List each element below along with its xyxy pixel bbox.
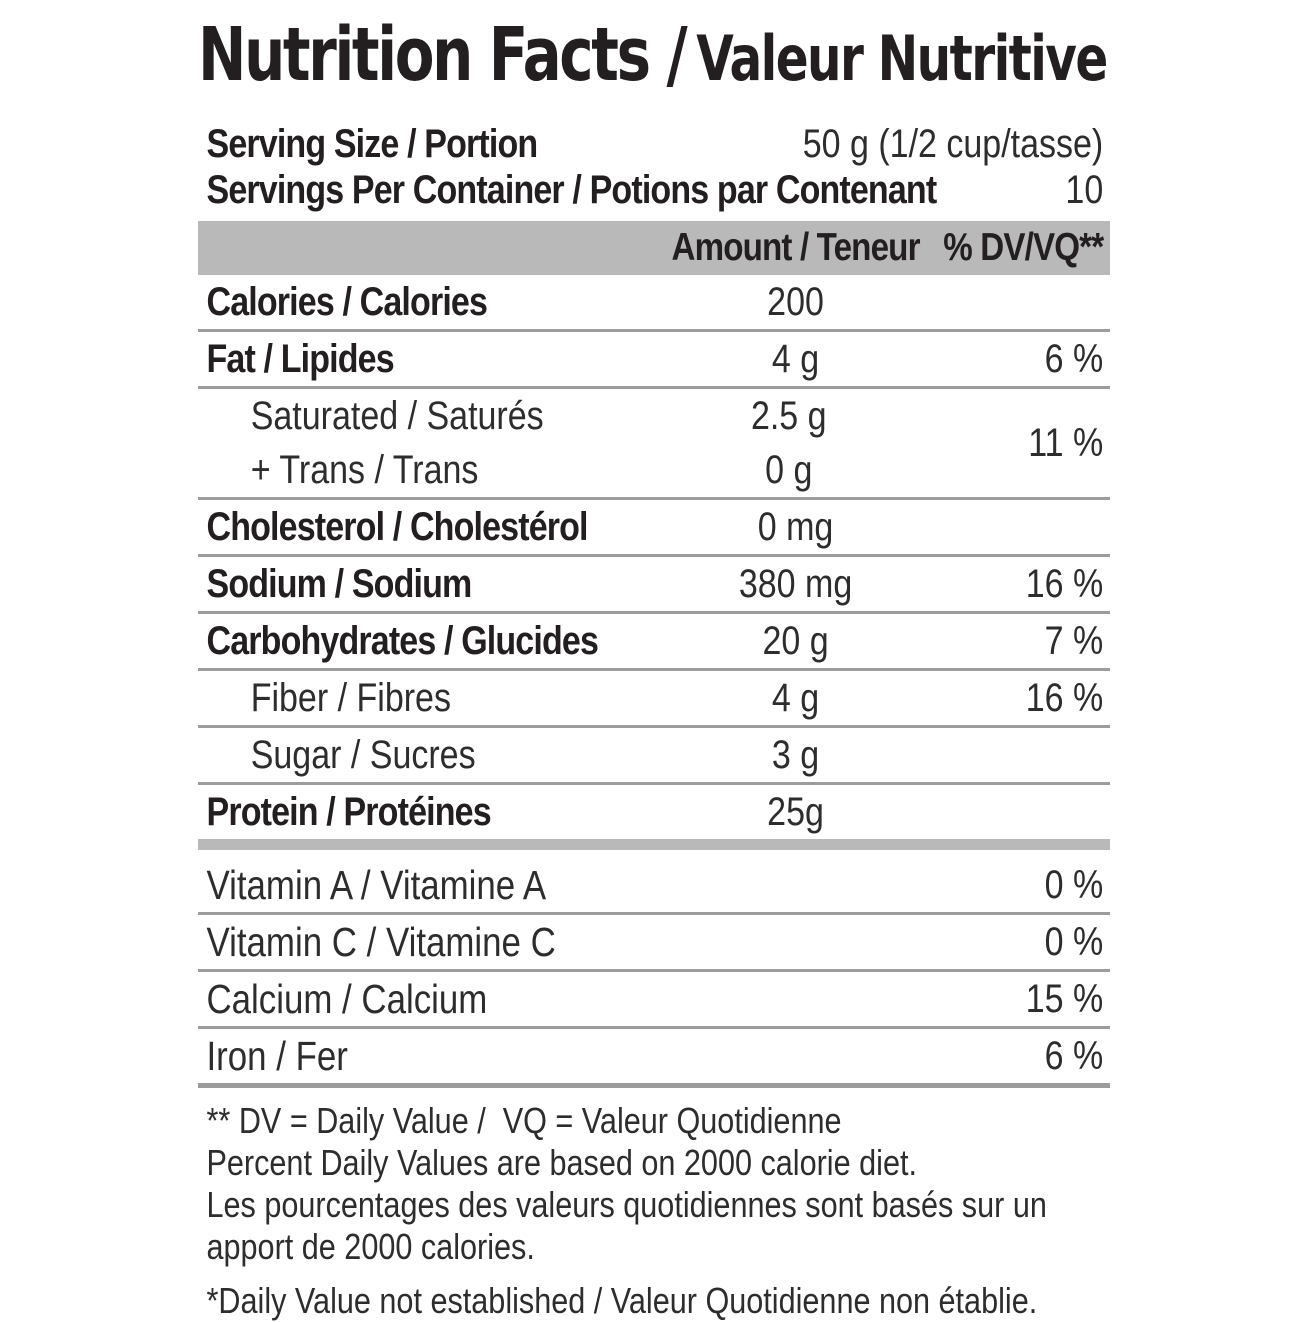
nutrient-row-sodium: [198, 557, 1110, 614]
saturated-amount: 2.5 g: [750, 394, 827, 438]
footnotes-section: [198, 1100, 1110, 1322]
calories-label: Calories / Calories: [206, 280, 488, 324]
servings-per-container-row: [198, 167, 1110, 213]
sodium-amount: 380 mg: [738, 562, 853, 606]
footnote-percent-daily-fr-2: apport de 2000 calories.: [206, 1226, 535, 1267]
vitamin-a-dv: 0 %: [1044, 863, 1104, 907]
footnote-not-established: *Daily Value not established / Valeur Quotidienne non établie.: [206, 1280, 1038, 1321]
sugar-amount: 3 g: [771, 733, 820, 777]
calcium-label: Calcium / Calcium: [206, 976, 488, 1022]
title-french: Valeur Nutritive: [696, 22, 1107, 95]
sodium-dv: 16 %: [1025, 562, 1104, 606]
nutrient-row-fiber: [198, 671, 1110, 728]
sodium-label: Sodium / Sodium: [206, 562, 472, 606]
nutrient-row-calories: [198, 275, 1110, 332]
vitamin-c-dv: 0 %: [1044, 920, 1104, 964]
vitamin-a-label: Vitamin A / Vitamine A: [206, 862, 547, 908]
cholesterol-label: Cholesterol / Cholestérol: [206, 505, 588, 549]
serving-size-value: 50 g (1/2 cup/tasse): [802, 122, 1104, 166]
saturated-trans-dv: 11 %: [1028, 420, 1104, 465]
carbohydrates-amount: 20 g: [762, 619, 829, 663]
column-header-bar: [198, 221, 1110, 275]
micronutrient-row-calcium: [198, 972, 1110, 1029]
serving-size-row: [198, 121, 1110, 167]
calcium-dv: 15 %: [1025, 977, 1104, 1021]
servings-per-container-value: 10: [1065, 168, 1104, 212]
servings-per-container-label: Servings Per Container / Potions par Contenant: [206, 168, 937, 212]
column-header-dv: % DV/VQ**: [943, 226, 1104, 269]
nutrient-row-trans: [198, 443, 882, 497]
serving-size-label: Serving Size / Portion: [206, 122, 538, 166]
footnote-percent-daily-en: Percent Daily Values are based on 2000 calorie diet.: [206, 1142, 917, 1183]
protein-amount: 25g: [767, 790, 824, 834]
label-title: [198, 14, 1110, 117]
vitamin-c-label: Vitamin C / Vitamine C: [206, 919, 556, 965]
saturated-trans-rows: [198, 389, 882, 497]
micronutrient-row-vitamin-a: [198, 858, 1110, 915]
cholesterol-amount: 0 mg: [757, 505, 834, 549]
iron-dv: 6 %: [1044, 1034, 1104, 1078]
micronutrients-section: [198, 858, 1110, 1088]
fiber-dv: 16 %: [1025, 676, 1104, 720]
nutrient-row-fat: [198, 332, 1110, 389]
nutrient-row-carbohydrates: [198, 614, 1110, 671]
nutrient-row-sugar: [198, 728, 1110, 785]
fat-label: Fat / Lipides: [206, 337, 394, 381]
fat-dv: 6 %: [1044, 337, 1104, 381]
nutrient-row-protein: [198, 785, 1110, 839]
micronutrient-row-iron: [198, 1029, 1110, 1088]
section-divider-bar: [198, 839, 1110, 850]
carbohydrates-dv: 7 %: [1044, 619, 1104, 663]
sugar-label: Sugar / Sucres: [250, 733, 476, 777]
trans-amount: 0 g: [765, 448, 813, 492]
footnote-percent-daily-fr-1: Les pourcentages des valeurs quotidiennes sont basés sur un: [206, 1184, 1047, 1225]
title-english: Nutrition Facts /: [198, 12, 686, 98]
nutrient-row-saturated: [198, 389, 882, 443]
saturated-trans-group: [198, 389, 1110, 500]
iron-label: Iron / Fer: [206, 1033, 348, 1079]
fat-amount: 4 g: [771, 337, 820, 381]
saturated-label: Saturated / Saturés: [250, 394, 544, 438]
calories-amount: 200: [767, 280, 824, 324]
fiber-amount: 4 g: [771, 676, 820, 720]
footnote-dv-definition: ** DV = Daily Value / VQ = Valeur Quotidienne: [206, 1100, 842, 1141]
nutrition-facts-label: [198, 14, 1110, 1322]
protein-label: Protein / Protéines: [206, 790, 491, 834]
carbohydrates-label: Carbohydrates / Glucides: [206, 619, 599, 663]
column-header-amount: Amount / Teneur: [671, 226, 920, 269]
nutrient-row-cholesterol: [198, 500, 1110, 557]
label-title-text: [198, 14, 1107, 117]
fiber-label: Fiber / Fibres: [250, 676, 451, 720]
trans-label: + Trans / Trans: [250, 448, 479, 492]
micronutrient-row-vitamin-c: [198, 915, 1110, 972]
